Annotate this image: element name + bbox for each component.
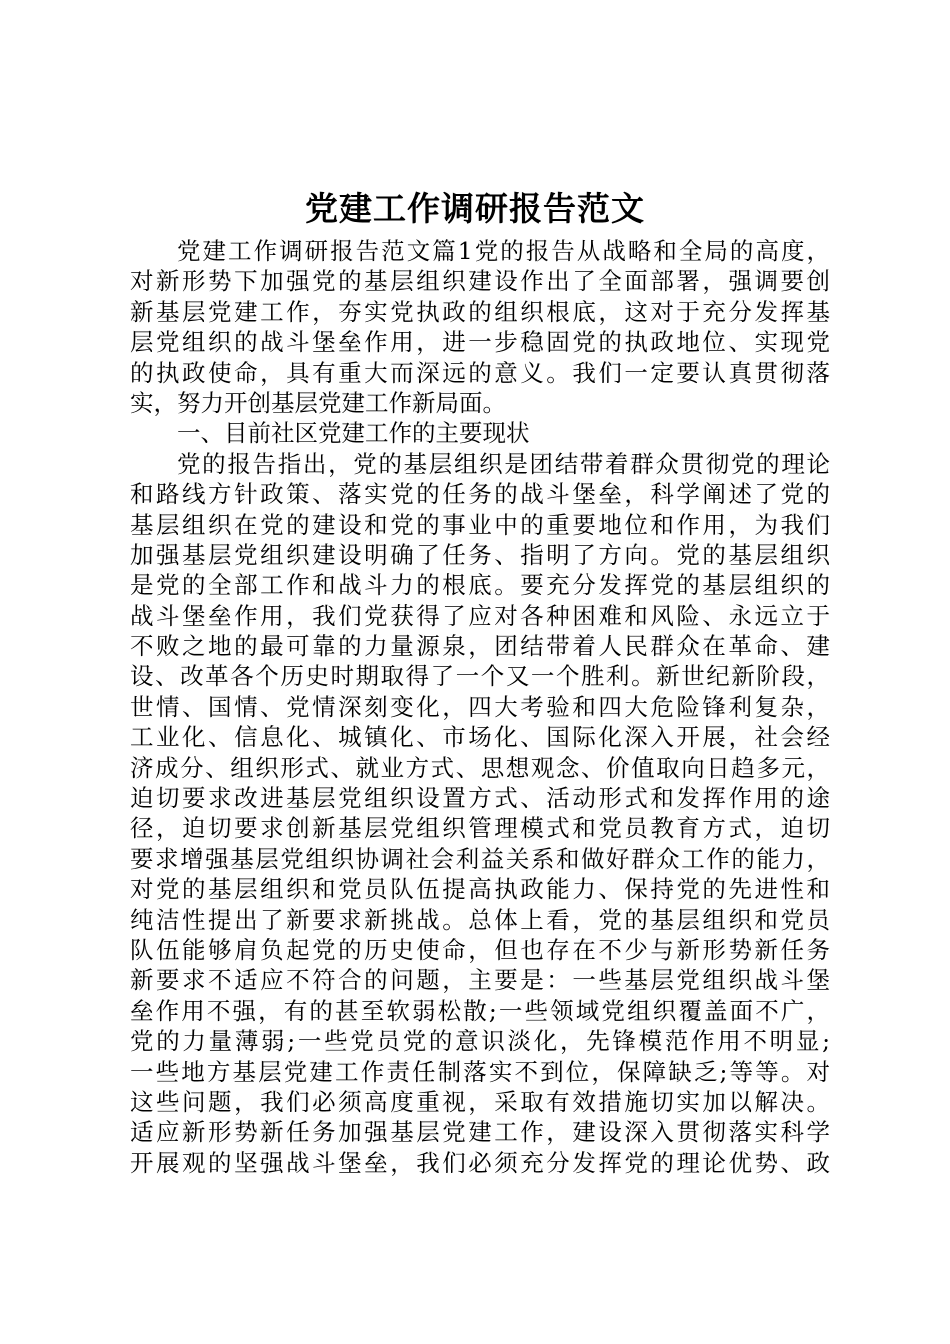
body-line: 的执政使命，具有重大而深远的意义。我们一定要认真贯彻落 — [130, 358, 830, 387]
body-line: 工业化、信息化、城镇化、市场化、国际化深入开展，社会经 — [130, 723, 830, 752]
body-line: 是党的全部工作和战斗力的根底。要充分发挥党的基层组织的 — [130, 571, 830, 600]
body-line: 队伍能够肩负起党的历史使命，但也存在不少与新形势新任务 — [130, 935, 830, 964]
body-line: 不败之地的最可靠的力量源泉，团结带着人民群众在革命、建 — [130, 632, 830, 661]
body-line: 对党的基层组织和党员队伍提高执政能力、保持党的先进性和 — [130, 875, 830, 904]
body-line: 这些问题，我们必须高度重视，采取有效措施切实加以解决。 — [130, 1087, 830, 1116]
body-line: 新基层党建工作，夯实党执政的组织根底，这对于充分发挥基 — [130, 297, 830, 326]
body-line: 迫切要求改进基层党组织设置方式、活动形式和发挥作用的途 — [130, 784, 830, 813]
body-line: 纯洁性提出了新要求新挑战。总体上看，党的基层组织和党员 — [130, 905, 830, 934]
body-line: 新要求不适应不符合的问题，主要是：一些基层党组织战斗堡 — [130, 966, 830, 995]
body-line: 一些地方基层党建工作责任制落实不到位，保障缺乏;等等。对 — [130, 1057, 830, 1086]
body-line: 适应新形势新任务加强基层党建工作，建设深入贯彻落实科学 — [130, 1118, 830, 1147]
body-line: 基层组织在党的建设和党的事业中的重要地位和作用，为我们 — [130, 510, 830, 539]
body-line: 要求增强基层党组织协调社会利益关系和做好群众工作的能力， — [130, 844, 830, 873]
body-line: 径，迫切要求创新基层党组织管理模式和党员教育方式，迫切 — [130, 814, 830, 843]
body-line: 党建工作调研报告范文篇1党的报告从战略和全局的高度， — [177, 237, 830, 265]
body-line: 对新形势下加强党的基层组织建设作出了全面部署，强调要创 — [130, 267, 830, 296]
body-line: 开展观的坚强战斗堡垒，我们必须充分发挥党的理论优势、政 — [130, 1148, 830, 1177]
body-line: 济成分、组织形式、就业方式、思想观念、价值取向日趋多元， — [130, 753, 830, 782]
body-line: 垒作用不强，有的甚至软弱松散;一些领域党组织覆盖面不广， — [130, 996, 830, 1025]
body-line: 战斗堡垒作用，我们党获得了应对各种困难和风险、永远立于 — [130, 601, 830, 630]
body-line: 加强基层党组织建设明确了任务、指明了方向。党的基层组织 — [130, 540, 830, 569]
document-title: 党建工作调研报告范文 — [305, 189, 645, 228]
body-line: 世情、国情、党情深刻变化，四大考验和四大危险锋利复杂， — [130, 692, 830, 721]
body-line: 层党组织的战斗堡垒作用，进一步稳固党的执政地位、实现党 — [130, 328, 830, 357]
body-line: 党的报告指出，党的基层组织是团结带着群众贯彻党的理论 — [177, 449, 830, 478]
body-line: 一、目前社区党建工作的主要现状 — [177, 419, 530, 448]
document-body — [130, 236, 830, 1178]
body-line: 党的力量薄弱;一些党员党的意识淡化，先锋模范作用不明显; — [130, 1027, 830, 1056]
body-line: 实，努力开创基层党建工作新局面。 — [130, 388, 506, 417]
body-line: 设、改革各个历史时期取得了一个又一个胜利。新世纪新阶段， — [130, 662, 830, 691]
body-line: 和路线方针政策、落实党的任务的战斗堡垒，科学阐述了党的 — [130, 480, 830, 509]
